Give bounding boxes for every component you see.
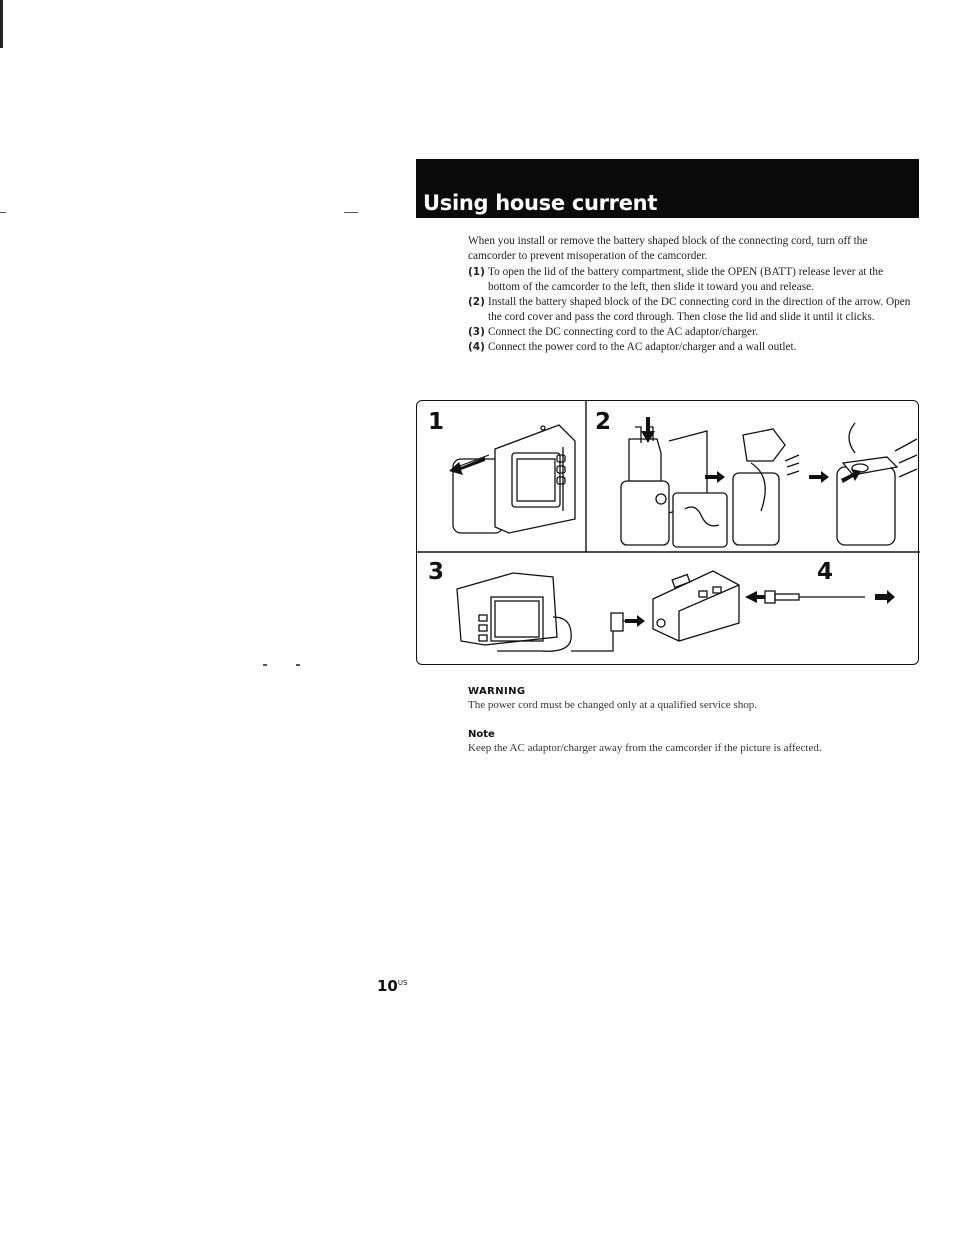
page-number-suffix: US bbox=[397, 979, 408, 987]
scan-speck bbox=[344, 212, 358, 213]
page-number-value: 10 bbox=[377, 977, 398, 995]
step-list bbox=[468, 265, 914, 355]
next-step-arrow-icon bbox=[809, 471, 829, 483]
ac-adaptor-drawing bbox=[653, 571, 739, 641]
plug-arrow-icon bbox=[745, 591, 765, 603]
section-title-bar bbox=[416, 159, 919, 218]
power-cord-drawing bbox=[765, 591, 865, 603]
intro-paragraph: When you install or remove the battery shaped block of the connecting cord, turn off the camcorder to prevent misoperation of the camcorder. bbox=[468, 235, 868, 262]
panel-label-2: 2 bbox=[595, 409, 612, 435]
step-number: (4) bbox=[468, 341, 485, 353]
step-text: Install the battery shaped block of the DC connecting cord in the direction of the arrow. Open the cord cover and pass the cord through. Then close the lid and slide it until it clicks. bbox=[488, 296, 911, 323]
panel-label-1: 1 bbox=[428, 409, 445, 435]
cord-cover-drawing bbox=[733, 429, 799, 545]
connect-arrow-icon bbox=[625, 615, 645, 627]
illustration-drawing bbox=[417, 401, 920, 666]
scan-speck bbox=[296, 664, 300, 666]
step-number: (3) bbox=[468, 326, 485, 338]
camcorder-drawing bbox=[453, 425, 575, 533]
instructions bbox=[468, 234, 914, 355]
scan-edge-mark bbox=[0, 0, 3, 48]
scan-speck bbox=[0, 212, 6, 213]
instruction-illustration bbox=[416, 400, 919, 665]
step-number: (1) bbox=[468, 266, 485, 278]
step-number: (2) bbox=[468, 296, 485, 308]
scan-speck bbox=[263, 664, 267, 666]
note-block bbox=[468, 729, 914, 754]
wall-outlet-arrow-icon bbox=[875, 590, 895, 604]
step-text: Connect the DC connecting cord to the AC adaptor/charger. bbox=[488, 326, 758, 338]
step-text: Connect the power cord to the AC adaptor/charger and a wall outlet. bbox=[488, 341, 797, 353]
next-step-arrow-icon bbox=[705, 471, 725, 483]
step-item bbox=[468, 265, 914, 295]
step-item bbox=[468, 325, 914, 340]
warning-text: The power cord must be changed only at a qualified service shop. bbox=[468, 699, 757, 711]
note-heading: Note bbox=[468, 729, 495, 740]
step-item bbox=[468, 340, 914, 355]
page-number bbox=[377, 977, 407, 995]
battery-install-drawing bbox=[621, 427, 727, 547]
panel-label-4: 4 bbox=[817, 559, 834, 585]
warning-heading: WARNING bbox=[468, 686, 526, 697]
warning-block bbox=[468, 686, 914, 711]
step-text: To open the lid of the battery compartment, slide the OPEN (BATT) release lever at the bottom of the camcorder to the left, then slide it toward you and release. bbox=[488, 266, 884, 293]
step-item bbox=[468, 295, 914, 325]
note-text: Keep the AC adaptor/charger away from the camcorder if the picture is affected. bbox=[468, 742, 822, 754]
panel-label-3: 3 bbox=[428, 559, 445, 585]
lid-close-drawing bbox=[837, 423, 917, 545]
section-title: Using house current bbox=[423, 191, 658, 215]
camcorder-connected-drawing bbox=[457, 573, 627, 651]
